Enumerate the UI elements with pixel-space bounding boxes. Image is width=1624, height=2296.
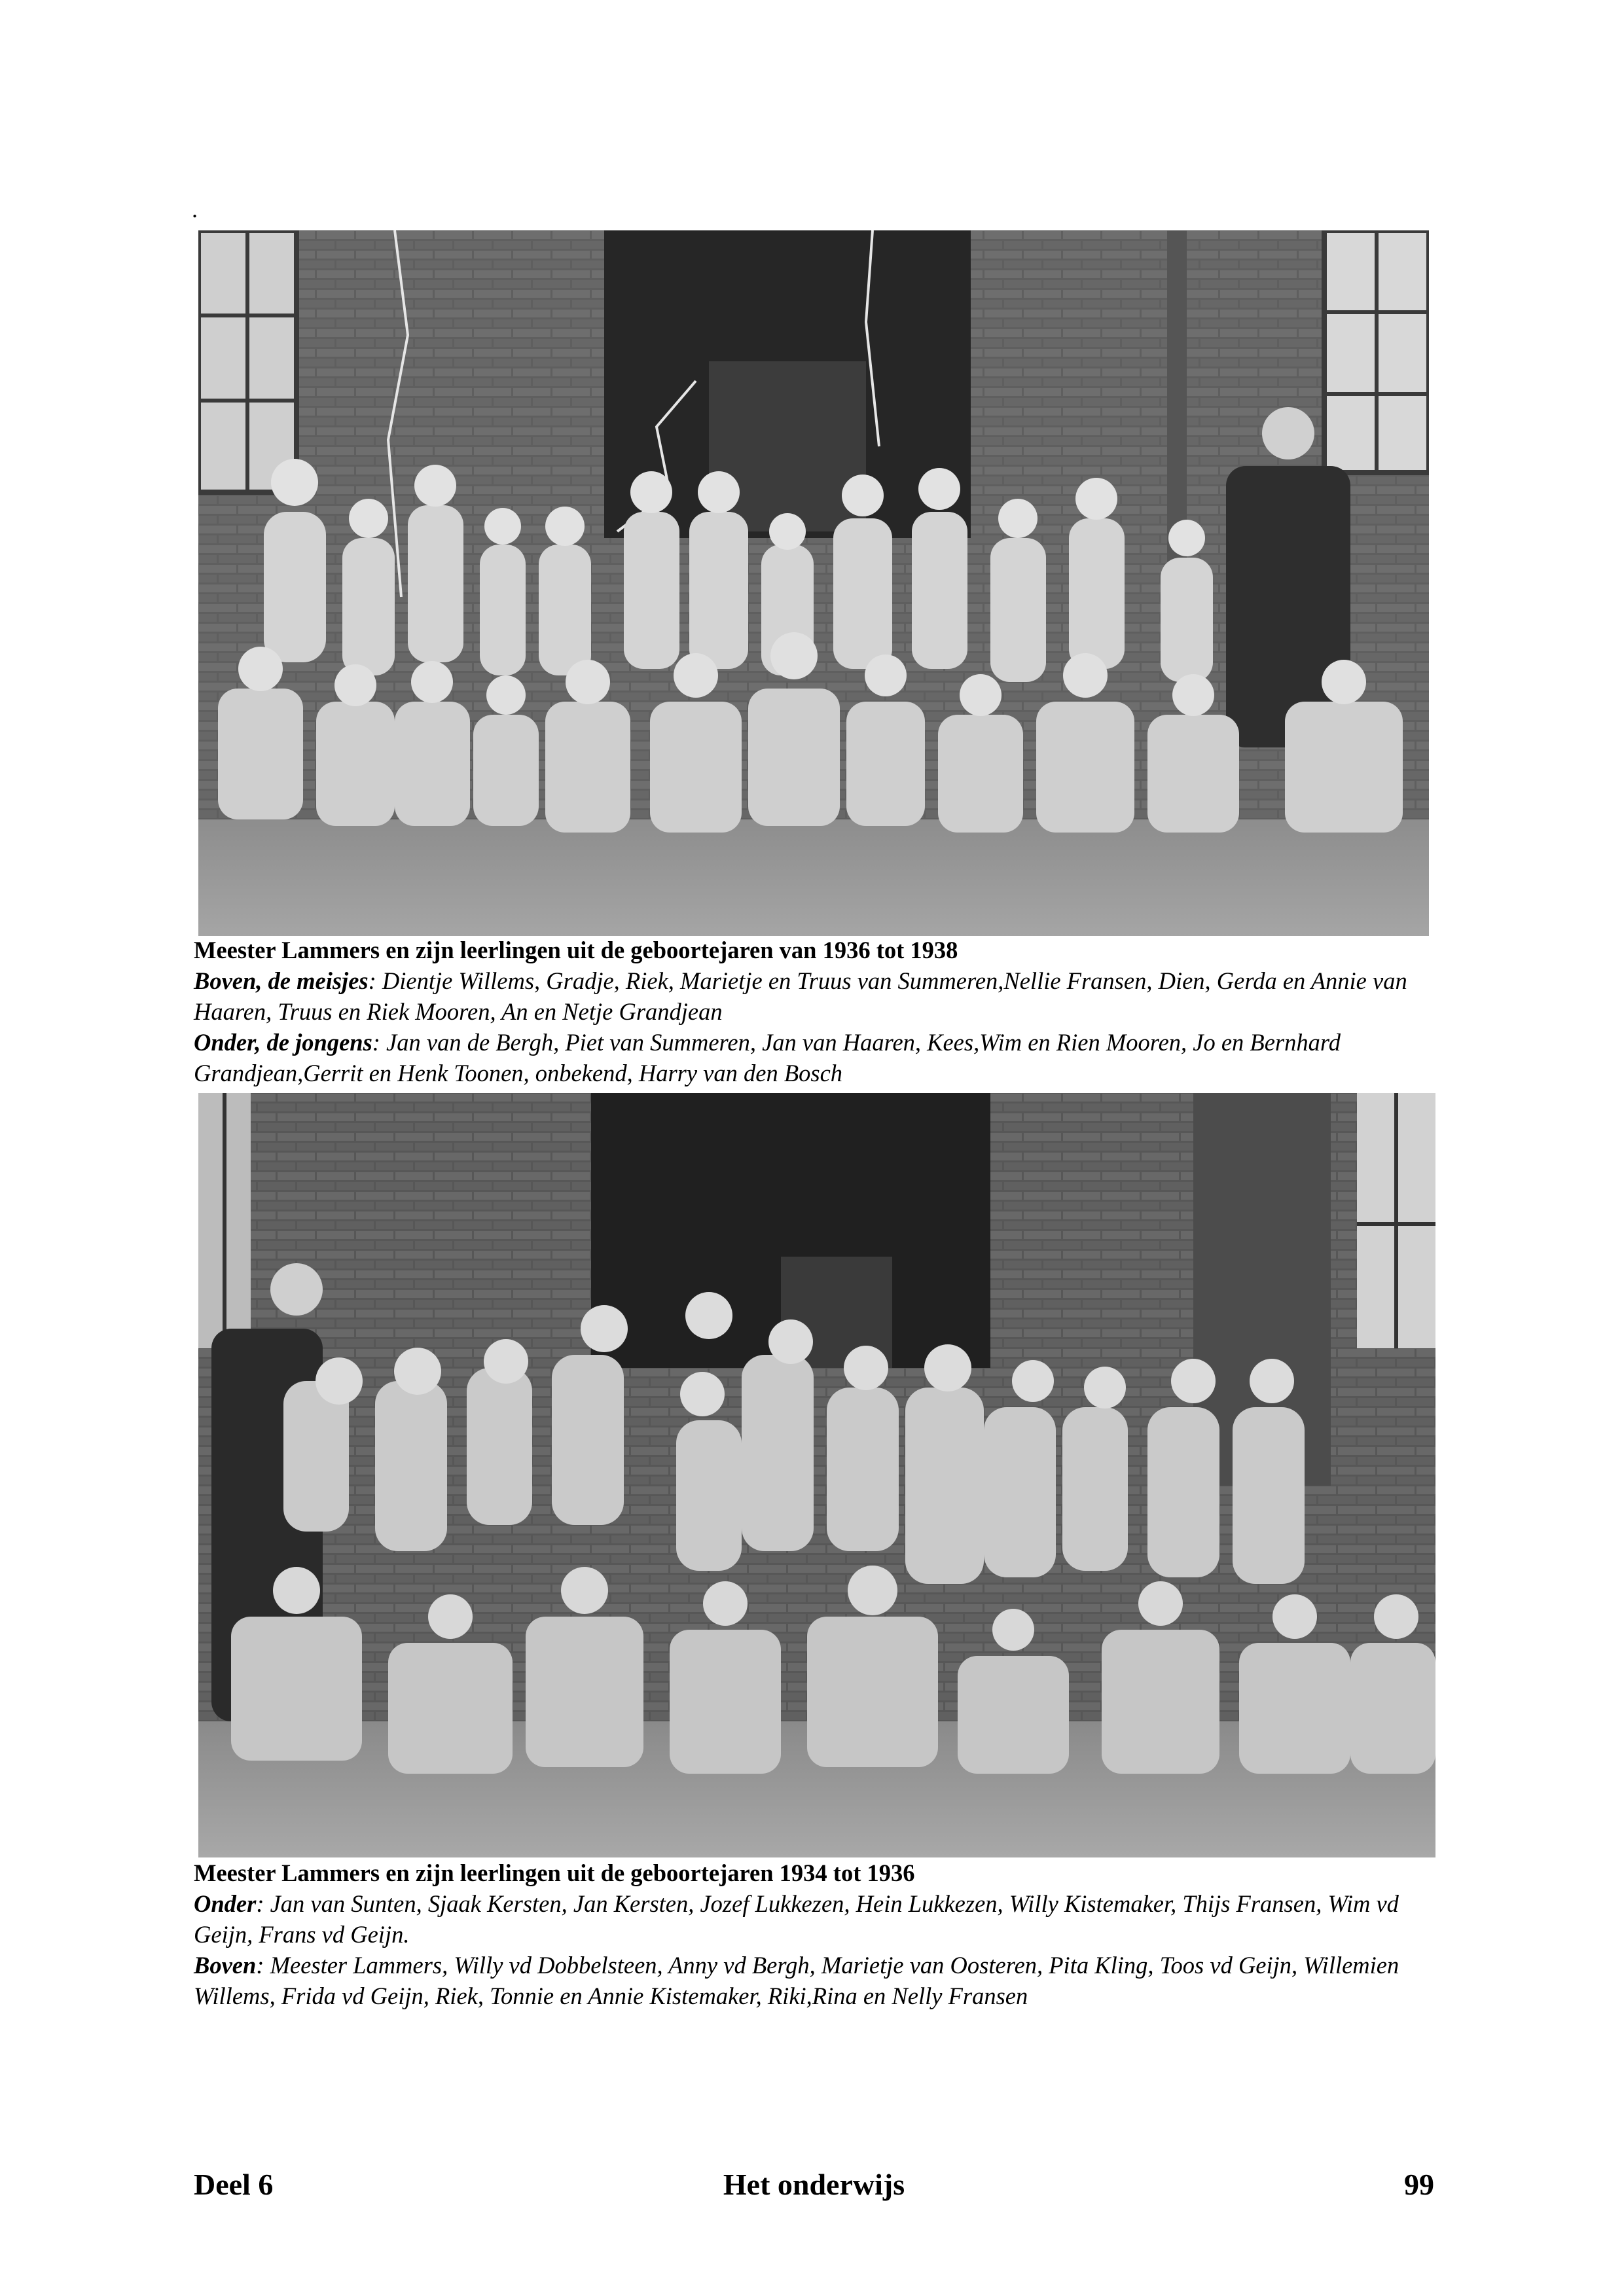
top-mark: . — [192, 196, 198, 223]
boys-names: : Jan van de Bergh, Piet van Summeren, Jan van Haaren, Kees,Wim en Rien Mooren, Jo en Bernhard Grandjean,Gerrit en Henk Toonen, onbekend, Harry van den Bosch — [194, 1029, 1341, 1086]
class-photo-1936-1938 — [198, 230, 1429, 936]
caption-boys — [194, 1027, 1451, 1088]
class-photo-1934-1936 — [198, 1093, 1435, 1857]
bottom-row-names: : Jan van Sunten, Sjaak Kersten, Jan Kersten, Jozef Lukkezen, Hein Lukkezen, Willy Kistemaker, Thijs Fransen, Wim vd Geijn, Frans vd Geijn. — [194, 1890, 1399, 1948]
page-number: 99 — [1404, 2168, 1434, 2201]
caption-top-row — [194, 1950, 1451, 2011]
footer-chapter-title: Het onderwijs — [723, 2168, 905, 2201]
caption-1936-1938 — [194, 935, 1451, 1088]
bottom-row-label: Onder — [194, 1890, 257, 1917]
footer-part: Deel 6 — [194, 2168, 274, 2201]
girls-label: Boven, de meisjes — [194, 967, 369, 994]
girls-names: : Dientje Willems, Gradje, Riek, Marietje en Truus van Summeren,Nellie Fransen, Dien, Gerda en Annie van Haaren, Truus en Riek Mooren, An en Netje Grandjean — [194, 967, 1407, 1025]
caption-bottom-row — [194, 1888, 1451, 1950]
caption-1934-1936 — [194, 1857, 1451, 2011]
boys-label: Onder, de jongens — [194, 1029, 372, 1056]
top-row-names: : Meester Lammers, Willy vd Dobbelsteen, Anny vd Bergh, Marietje van Oosteren, Pita Kling, Toos vd Geijn, Willemien Willems, Frida vd Geijn, Riek, Tonnie en Annie Kistemaker, Riki,Rina en Nelly Fransen — [194, 1952, 1399, 2009]
caption-girls — [194, 965, 1451, 1027]
page-footer — [194, 2165, 1434, 2204]
top-row-label: Boven — [194, 1952, 257, 1979]
caption-title: Meester Lammers en zijn leerlingen uit de geboortejaren van 1936 tot 1938 — [194, 937, 958, 963]
caption-title: Meester Lammers en zijn leerlingen uit de geboortejaren 1934 tot 1936 — [194, 1859, 915, 1886]
